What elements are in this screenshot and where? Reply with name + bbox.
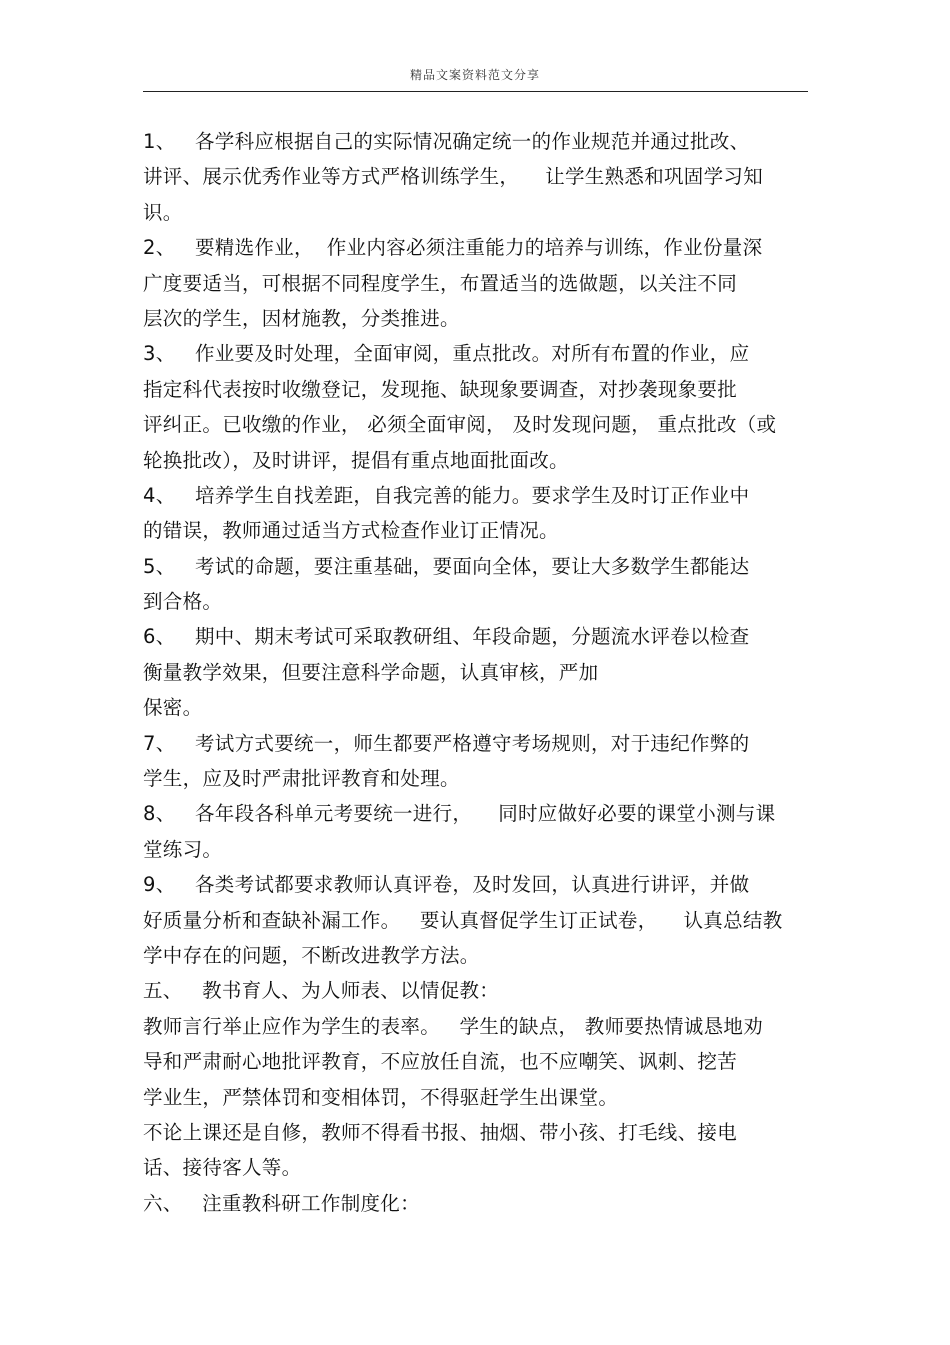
text-line: 9、 各类考试都要求教师认真评卷，及时发回，认真进行讲评，并做 xyxy=(143,873,750,897)
text-line: 学业生，严禁体罚和变相体罚，不得驱赶学生出课堂。 xyxy=(143,1085,619,1109)
text-line: 的错误，教师通过适当方式检查作业订正情况。 xyxy=(143,519,559,543)
text-line: 学生，应及时严肃批评教育和处理。 xyxy=(143,767,460,791)
text-line: 学中存在的问题，不断改进教学方法。 xyxy=(143,943,480,967)
text-line: 评纠正。已收缴的作业， 必须全面审阅， 及时发现问题， 重点批改（或 xyxy=(143,413,777,437)
text-line: 堂练习。 xyxy=(143,837,223,861)
text-line: 保密。 xyxy=(143,696,203,720)
text-line: 导和严肃耐心地批评教育，不应放任自流，也不应嘲笑、讽刺、挖苦 xyxy=(143,1050,738,1074)
text-line: 指定科代表按时收缴登记，发现拖、缺现象要调查，对抄袭现象要批 xyxy=(143,377,738,401)
text-line: 话、接待客人等。 xyxy=(143,1156,302,1180)
header-divider xyxy=(143,91,808,92)
text-line: 不论上课还是自修，教师不得看书报、抽烟、带小孩、打毛线、接电 xyxy=(143,1120,738,1144)
text-line: 好质量分析和查缺补漏工作。 要认真督促学生订正试卷， 认真总结教 xyxy=(143,908,783,932)
text-line: 3、 作业要及时处理，全面审阅，重点批改。对所有布置的作业，应 xyxy=(143,342,750,366)
text-line: 轮换批改），及时讲评，提倡有重点地面批面改。 xyxy=(143,448,569,472)
text-line: 4、 培养学生自找差距，自我完善的能力。要求学生及时订正作业中 xyxy=(143,483,750,507)
text-line: 2、 要精选作业， 作业内容必须注重能力的培养与训练，作业份量深 xyxy=(143,236,763,260)
section-heading: 五、 教书育人、为人师表、以情促教： xyxy=(143,979,500,1003)
text-line: 8、 各年段各科单元考要统一进行， 同时应做好必要的课堂小测与课 xyxy=(143,802,776,826)
text-line: 5、 考试的命题，要注重基础，要面向全体，要让大多数学生都能达 xyxy=(143,554,750,578)
text-line: 识。 xyxy=(143,200,183,224)
text-line: 到合格。 xyxy=(143,590,223,614)
text-line: 广度要适当，可根据不同程度学生，布置适当的选做题，以关注不同 xyxy=(143,271,738,295)
text-line: 教师言行举止应作为学生的表率。 学生的缺点， 教师要热情诚恳地劝 xyxy=(143,1014,763,1038)
text-line: 1、 各学科应根据自己的实际情况确定统一的作业规范并通过批改、 xyxy=(143,130,750,153)
text-line: 衡量教学效果，但要注意科学命题，认真审核，严加 xyxy=(143,660,599,684)
text-line: 层次的学生，因材施教，分类推进。 xyxy=(143,306,460,330)
section-heading: 六、 注重教科研工作制度化： xyxy=(143,1191,420,1215)
document-body xyxy=(143,124,813,1221)
text-line: 讲评、展示优秀作业等方式严格训练学生， 让学生熟悉和巩固学习知 xyxy=(143,165,763,189)
text-line: 6、 期中、期末考试可采取教研组、年段命题，分题流水评卷以检查 xyxy=(143,625,750,649)
text-line: 7、 考试方式要统一，师生都要严格遵守考场规则，对于违纪作弊的 xyxy=(143,731,750,755)
page-header-title: 精品文案资料范文分享 xyxy=(409,68,540,82)
